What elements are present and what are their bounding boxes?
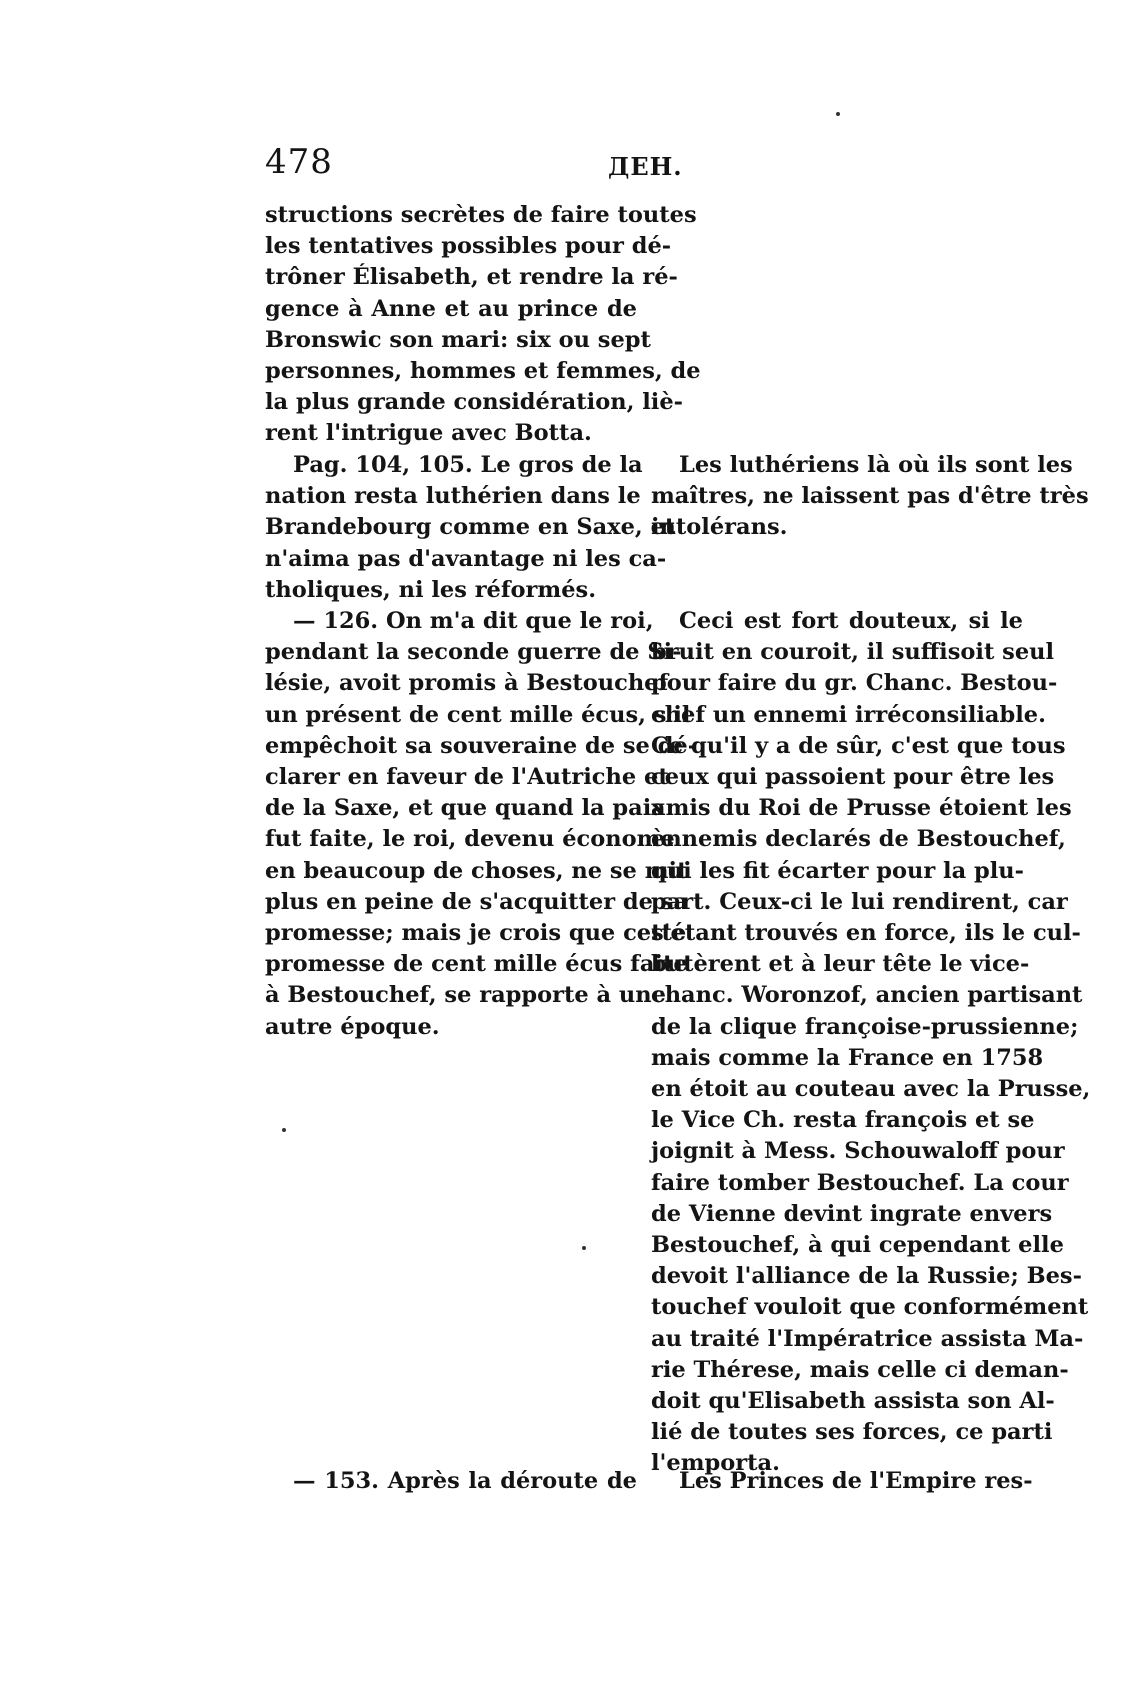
text-line: la plus grande considération, liè- <box>265 389 683 416</box>
page-number: 478 <box>265 142 333 182</box>
text-line: de la clique françoise-prussienne; <box>651 1013 1079 1040</box>
text-line: de la Saxe, et que quand la paix <box>265 795 665 822</box>
text-line: devoit l'alliance de la Russie; Bes- <box>651 1263 1082 1290</box>
text-line: maîtres, ne laissent pas d'être très <box>651 483 1089 510</box>
left-block-3 <box>265 606 698 1043</box>
text-line: gence à Anne et au prince de <box>265 295 637 322</box>
text-line: Pag. 104, 105. Le gros de la <box>293 452 643 478</box>
text-line: trôner Élisabeth, et rendre la ré- <box>265 264 678 291</box>
text-line: en beaucoup de choses, ne se mit <box>265 857 688 884</box>
text-line: Ce qu'il y a de sûr, c'est que tous <box>651 732 1066 759</box>
text-line: fut faite, le roi, devenu économe <box>265 826 675 853</box>
text-line: s'étant trouvés en force, ils le cul- <box>651 920 1081 947</box>
text-line: à Bestouchef, se rapporte à une <box>265 982 666 1009</box>
text-line: Les luthériens là où ils sont les <box>679 452 1073 478</box>
text-line: tholiques, ni les réformés. <box>265 576 597 603</box>
text-line: intolérans. <box>651 514 788 541</box>
left-block-4 <box>265 1466 637 1497</box>
text-line: plus en peine de s'acquitter de sa <box>265 888 689 915</box>
text-line: ènnemis declarés de Bestouchef, <box>651 826 1066 853</box>
text-line: joignit à Mess. Schouwaloff pour <box>651 1138 1065 1165</box>
scan-speck <box>582 1246 586 1250</box>
text-line: mais comme la France en 1758 <box>651 1044 1044 1071</box>
text-line: qui les fit écarter pour la plu- <box>651 857 1024 884</box>
text-line: rent l'intrigue avec Botta. <box>265 420 592 447</box>
text-line: bruit en couroit, il suffisoit seul <box>651 639 1055 666</box>
text-line: clarer en faveur de l'Autriche et <box>265 764 669 791</box>
text-line: structions secrètes de faire toutes <box>265 202 697 228</box>
left-block-1 <box>265 200 701 450</box>
text-line: l'emporta. <box>651 1450 780 1477</box>
text-line: pour faire du gr. Chanc. Bestou- <box>651 670 1058 697</box>
text-line: lié de toutes ses forces, ce parti <box>651 1419 1053 1446</box>
text-line: de Vienne devint ingrate envers <box>651 1200 1053 1227</box>
text-line: Bestouchef, à qui cependant elle <box>651 1232 1064 1259</box>
text-line: personnes, hommes et femmes, de <box>265 358 701 385</box>
text-line: pendant la seconde guerre de Si- <box>265 639 682 666</box>
text-line: un présent de cent mille écus, s'il <box>265 701 691 728</box>
text-line: Brandebourg comme en Saxe, et <box>265 514 676 541</box>
text-line: ceux qui passoient pour être les <box>651 764 1055 791</box>
text-line: part. Ceux-ci le lui rendirent, car <box>651 888 1068 915</box>
text-line: — 153. Après la déroute de <box>293 1468 637 1494</box>
text-line: Bronswic son mari: six ou sept <box>265 326 651 353</box>
text-line: Les Princes de l'Empire res- <box>679 1468 1033 1494</box>
text-line: amis du Roi de Prusse étoient les <box>651 795 1072 822</box>
text-line: chanc. Woronzof, ancien partisant <box>651 982 1083 1009</box>
right-block-1 <box>651 450 1089 544</box>
text-line: en étoit au couteau avec la Prusse, <box>651 1076 1091 1103</box>
text-line: chef un ennemi irréconsiliable. <box>651 701 1046 728</box>
text-line: touchef vouloit que conformément <box>651 1294 1089 1321</box>
text-line: n'aima pas d'avantage ni les ca- <box>265 545 667 572</box>
right-block-2 <box>651 606 1091 1480</box>
text-line: au traité l'Impératrice assista Ma- <box>651 1325 1084 1352</box>
text-line: le Vice Ch. resta françois et se <box>651 1107 1035 1134</box>
text-line: promesse de cent mille écus faite <box>265 951 688 978</box>
text-line: butèrent et à leur tête le vice- <box>651 951 1030 978</box>
text-line: les tentatives possibles pour dé- <box>265 233 672 260</box>
right-block-3 <box>651 1466 1033 1497</box>
text-line: lésie, avoit promis à Bestouchef <box>265 670 669 697</box>
text-line: autre époque. <box>265 1013 440 1040</box>
text-line: nation resta luthérien dans le <box>265 483 641 510</box>
running-head: ДЕН. <box>608 152 683 181</box>
text-line: promesse; mais je crois que cette <box>265 920 687 947</box>
scan-speck <box>282 1128 286 1132</box>
text-line: empêchoit sa souveraine de se dé- <box>265 732 698 759</box>
text-line: faire tomber Bestouchef. La cour <box>651 1169 1069 1196</box>
text-line: Ceci est fort douteux, si le <box>679 608 1023 634</box>
text-line: rie Thérese, mais celle ci deman- <box>651 1356 1069 1383</box>
text-line: — 126. On m'a dit que le roi, <box>293 608 654 634</box>
left-block-2 <box>265 450 676 606</box>
text-line: doit qu'Elisabeth assista son Al- <box>651 1388 1055 1415</box>
scan-speck <box>836 112 840 116</box>
